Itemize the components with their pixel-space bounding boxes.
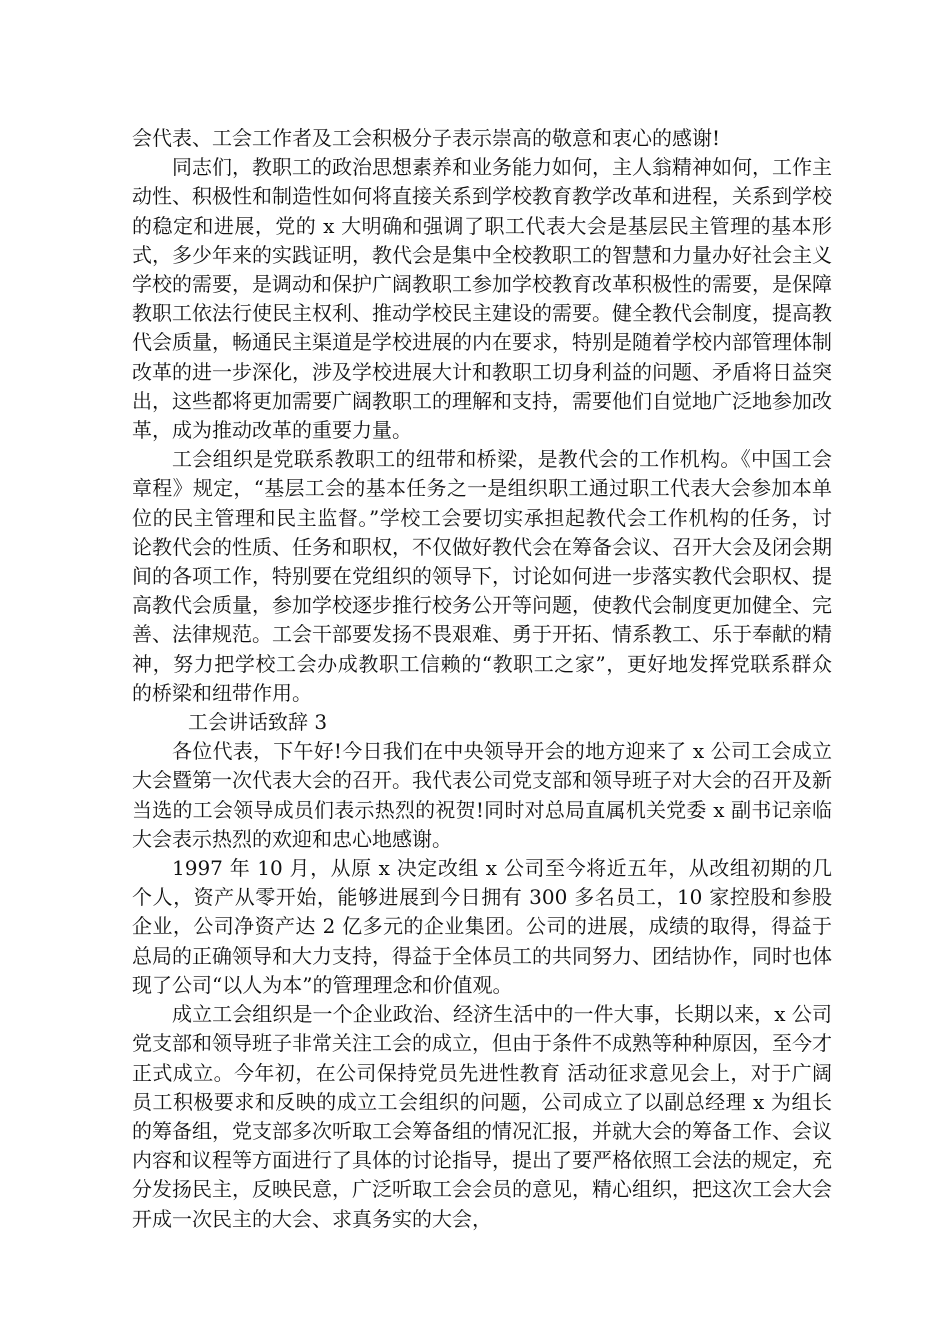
paragraph-1: 会代表、工会工作者及工会积极分子表示崇高的敬意和衷心的感谢! [132,126,721,150]
paragraph-4: 各位代表，下午好!今日我们在中央领导开会的地方迎来了 x 公司工会成立大会暨第一次代表大会的召开。我代表公司党支部和领导班子对大会的召开及新当选的工会领导成员们表示热烈的祝贺!同时对总局直属机关党委 x 副书记亲临大会表示热烈的欢迎和忠心地感谢。 [132,739,832,851]
paragraph-6: 成立工会组织是一个企业政治、经济生活中的一件大事，长期以来，x 公司党支部和领导班子非常关注工会的成立，但由于条件不成熟等种种原因，至今才正式成立。今年初，在公司保持党员先进性教育 活动征求意见会上，对于广阔员工积极要求和反映的成立工会组织的问题，公司成立了以副总经理 x 为组长的筹备组，党支部多次听取工会筹备组的情况汇报，并就大会的筹备工作、会议内容和议程等方面进行了具体的讨论指导，提出了要严格依照工会法的规定，充分发扬民主，反映民意，广泛听取工会会员的意见，精心组织，把这次工会大会开成一次民主的大会、求真务实的大会， [132,1002,832,1231]
document-body [132,124,832,1234]
paragraph-3: 工会组织是党联系教职工的纽带和桥梁，是教代会的工作机构。《中国工会章程》规定，“基层工会的基本任务之一是组织职工通过职工代表大会参加本单位的民主管理和民主监督。”学校工会要切实承担起教代会工作机构的任务，讨论教代会的性质、任务和职权，不仅做好教代会在筹备会议、召开大会及闭会期间的各项工作，特别要在党组织的领导下，讨论如何进一步落实教代会职权、提高教代会质量，参加学校逐步推行校务公开等问题，使教代会制度更加健全、完善、法律规范。工会干部要发扬不畏艰难、勇于开拓、情系教工、乐于奉献的精神，努力把学校工会办成教职工信赖的“教职工之家”，更好地发挥党联系群众的桥梁和纽带作用。 [132,447,832,705]
paragraph-5: 1997 年 10 月，从原 x 决定改组 x 公司至今将近五年，从改组初期的几个人，资产从零开始，能够进展到今日拥有 300 多名员工，10 家控股和参股企业，公司净资产达 2 亿多元的企业集团。公司的进展，成绩的取得，得益于总局的正确领导和大力支持，得益于全体员工的共同努力、团结协作，同时也体现了公司“以人为本”的管理理念和价值观。 [132,856,832,997]
section-title: 工会讲话致辞 3 [188,710,328,735]
paragraph-2: 同志们，教职工的政治思想素养和业务能力如何，主人翁精神如何，工作主动性、积极性和制造性如何将直接关系到学校教育教学改革和进程，关系到学校的稳定和进展，党的 x 大明确和强调了职工代表大会是基层民主管理的基本形式，多少年来的实践证明，教代会是集中全校教职工的智慧和力量办好社会主义学校的需要，是调动和保护广阔教职工参加学校教育改革积极性的需要，是保障教职工依法行使民主权利、推动学校民主建设的需要。健全教代会制度，提高教代会质量，畅通民主渠道是学校进展的内在要求，特别是随着学校内部管理体制改革的进一步深化，涉及学校进展大计和教职工切身利益的问题、矛盾将日益突出，这些都将更加需要广阔教职工的理解和支持，需要他们自觉地广泛地参加改革，成为推动改革的重要力量。 [132,155,832,443]
